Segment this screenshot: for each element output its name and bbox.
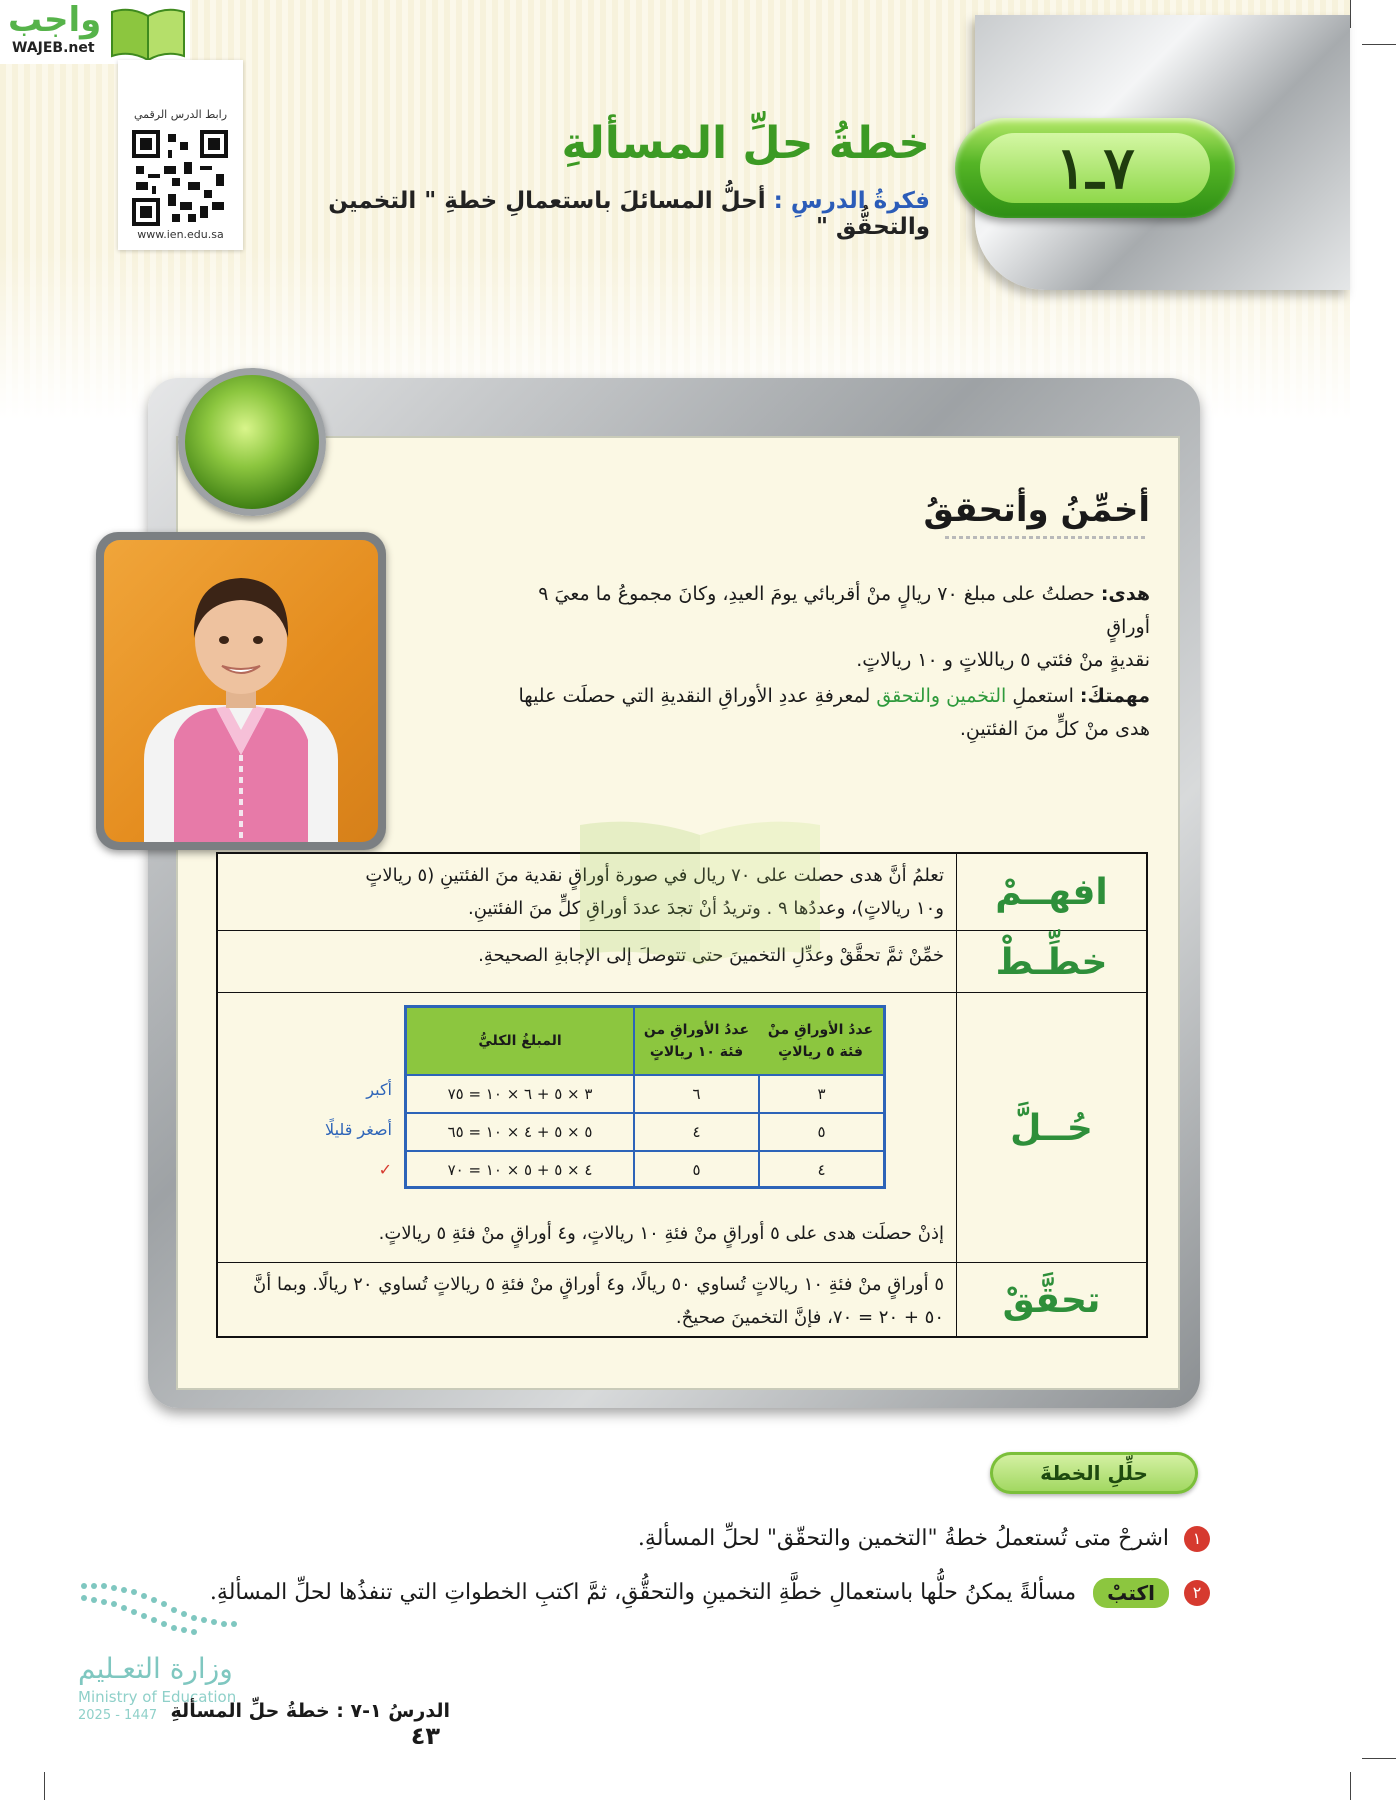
question-1 <box>160 1526 1210 1552</box>
row1-note: أكبر <box>366 1080 392 1099</box>
step-plan-text: خمِّنْ ثمَّ تحقَّقْ وعدِّلِ التخمينَ حتى تتوصلَ إلى الإجابةِ الصحيحةِ. <box>478 945 944 966</box>
section-title: أخمِّنُ وأتحققُ <box>923 490 1150 530</box>
task-post: لمعرفةِ عددِ الأوراقِ النقديةِ التي حصلَت عليها <box>518 685 871 707</box>
understand-line-2: و١٠ ريالاتٍ)، وعددُها ٩ . وتريدُ أنْ تجدَ عددَ أوراقِ كلٍّ منَ الفئتينِ. <box>467 898 944 919</box>
step-understand <box>218 854 1146 930</box>
row2-fives: ٥ <box>758 1112 883 1150</box>
header-tens: عددُ الأوراقِ من فئة ١٠ ريالاتٍ <box>633 1008 758 1074</box>
question-2-number: ٢ <box>1184 1580 1210 1606</box>
check-line-1: ٥ أوراقٍ منْ فئةِ ١٠ ريالاتٍ تُساوي ٥٠ ريالًا، و٤ أوراقٍ منْ فئةِ ٥ ريالاتٍ تُساوي ٢٠ ريالًا. وبما أنَّ <box>253 1274 944 1295</box>
qr-card[interactable] <box>118 60 243 250</box>
lesson-idea-label: فكرةُ الدرسِ : <box>773 188 930 214</box>
huda-label: هدى: <box>1100 583 1150 605</box>
task-line-1 <box>490 680 1150 713</box>
page-number: ٤٣ <box>410 1722 440 1750</box>
task-paragraph <box>490 680 1150 746</box>
step-understand-label: افهــمْ <box>956 854 1146 930</box>
task-line-2: هدى منْ كلٍّ منَ الفئتينِ. <box>959 718 1150 740</box>
logo-text: واجب <box>8 0 102 40</box>
row3-tens: ٥ <box>633 1150 758 1188</box>
task-label: مهمتكَ: <box>1079 685 1150 707</box>
crop-mark <box>1350 1772 1351 1800</box>
footer-lesson-text: الدرسُ ١-٧ : خطةُ حلِّ المسألةِ <box>170 1700 450 1722</box>
question-1-text: اشرحْ متى تُستعملُ خطةُ "التخمين والتحقّق" لحلِّ المسألةِ. <box>637 1526 1169 1551</box>
step-plan <box>218 930 1146 993</box>
step-plan-label: خطِّـطْ <box>956 931 1146 993</box>
huda-paragraph <box>490 578 1150 677</box>
step-solve-label: حُــلَّ <box>956 993 1146 1263</box>
huda-text-1: حصلتُ على مبلغ ٧٠ ريالٍ منْ أقربائي يومَ العيدِ، وكانَ مجموعُ ما معيَ ٩ أوراقٍ <box>538 583 1150 638</box>
row2-total: ٥ × ٥ + ٤ × ١٠ = ٦٥ <box>407 1112 633 1150</box>
header-fives: عددُ الأوراقِ منْ فئة ٥ ريالاتٍ <box>758 1008 883 1074</box>
crop-mark <box>1350 0 1351 28</box>
qr-label: رابط الدرس الرقمي <box>133 108 228 121</box>
lesson-number-badge <box>955 118 1235 218</box>
row1-tens: ٦ <box>633 1074 758 1112</box>
crop-mark <box>1362 44 1396 45</box>
ministry-name-en: Ministry of Education <box>78 1688 237 1706</box>
row3-check-icon: ✓ <box>378 1160 392 1179</box>
step-solve-conclusion: إذنْ حصلَت هدى على ٥ أوراقٍ منْ فئةِ ١٠ ريالاتٍ، و٤ أوراقٍ منْ فئةِ ٥ ريالاتٍ. <box>378 1223 944 1244</box>
row3-total: ٤ × ٥ + ٥ × ١٠ = ٧٠ <box>407 1150 633 1188</box>
girl-photo <box>104 540 378 842</box>
row1-total: ٣ × ٥ + ٦ × ١٠ = ٧٥ <box>407 1074 633 1112</box>
qr-code-icon[interactable] <box>132 130 228 226</box>
row1-fives: ٣ <box>758 1074 883 1112</box>
step-understand-text <box>224 859 944 925</box>
crop-mark <box>1362 1758 1396 1759</box>
huda-line-1 <box>490 578 1150 644</box>
row3-fives: ٤ <box>758 1150 883 1188</box>
understand-line-1: تعلمُ أنَّ هدى حصلت على ٧٠ ريال في صورة أوراقٍ نقدية منَ الفئتينِ (٥ ريالاتٍ <box>365 865 944 886</box>
lesson-idea-text: أحلُّ المسائلَ باستعمالِ خطةِ " التخمين والتحقُّق " <box>328 188 930 240</box>
write-tag: اكتبْ <box>1093 1578 1169 1608</box>
crop-mark <box>44 1772 45 1800</box>
ministry-year: 2025 - 1447 <box>78 1708 158 1723</box>
lesson-title: خطةُ حلِّ المسألةِ <box>561 118 930 169</box>
guess-check-table <box>404 1005 886 1189</box>
wajeb-logo[interactable] <box>0 0 190 64</box>
lesson-number: ٧ـ١ <box>980 133 1210 203</box>
row2-note: أصغر قليلًا <box>325 1120 392 1139</box>
qr-url[interactable]: www.ien.edu.sa <box>137 228 224 241</box>
check-line-2: ٥٠ + ٢٠ = ٧٠، فإنَّ التخمينَ صحيحٌ. <box>675 1307 944 1328</box>
ministry-logo-icon <box>78 1580 248 1640</box>
title-underline <box>945 536 1145 539</box>
ministry-name-ar: وزارة التعـليم <box>78 1652 233 1685</box>
lesson-idea <box>250 188 930 240</box>
huda-line-2: نقديةٍ منْ فئتي ٥ رياللاتٍ و ١٠ ريالاتٍ. <box>856 649 1150 671</box>
book-icon <box>108 6 188 62</box>
girl-illustration <box>104 540 378 842</box>
step-check-label: تحقَّقْ <box>956 1263 1146 1337</box>
question-2-text: مسألةً يمكنُ حلُّها باستعمالِ خطَّةِ التخمينِ والتحقُّقِ، ثمَّ اكتبِ الخطواتِ التي تنفذُها لحلِّ المسألةِ. <box>209 1580 1077 1605</box>
question-1-number: ١ <box>1184 1526 1210 1552</box>
step-check <box>218 1262 1146 1337</box>
header-total: المبلغُ الكليُّ <box>407 1008 633 1074</box>
task-pre: استعملِ <box>1012 685 1074 707</box>
task-highlight: التخمين والتحقق <box>876 685 1007 707</box>
green-knob-decoration <box>178 368 326 516</box>
analyze-plan-header: حلِّلِ الخطةَ <box>990 1452 1198 1494</box>
step-check-text <box>224 1268 944 1334</box>
row2-tens: ٤ <box>633 1112 758 1150</box>
logo-subtext: WAJEB.net <box>12 40 95 56</box>
question-2 <box>160 1578 1210 1608</box>
footer-lesson-reference <box>150 1700 450 1750</box>
